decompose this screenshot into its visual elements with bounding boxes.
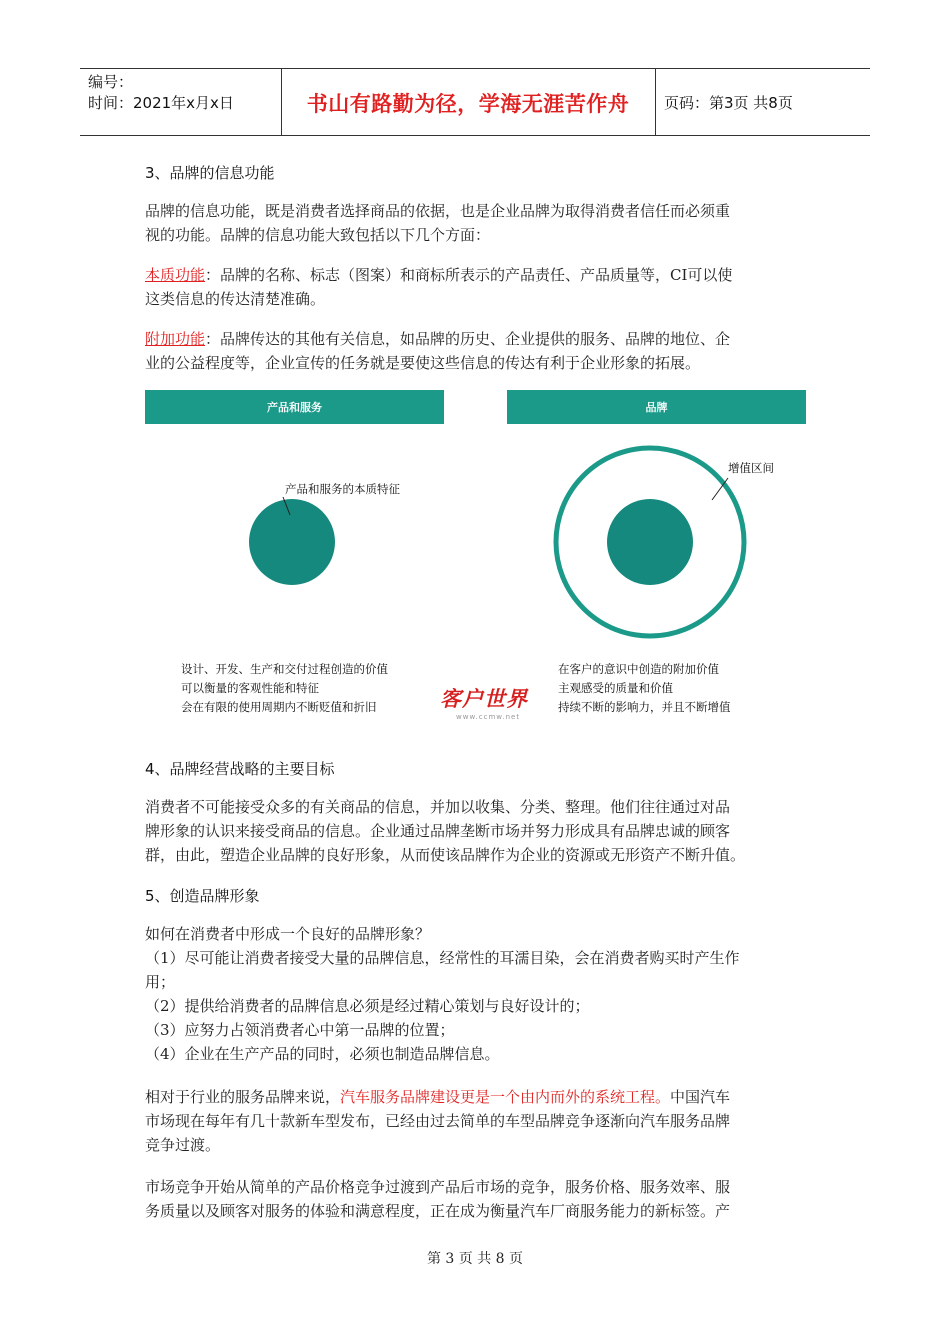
section-4-heading: 4、品牌经营战略的主要目标 [145,760,335,778]
intro-line-1: 品牌的信息功能，既是消费者选择商品的依据，也是企业品牌为取得消费者信任而必须重 [145,202,731,220]
brand-caption-line: 持续不断的影响力，并且不断增值 [558,700,731,714]
p1-highlight: 汽车服务品牌建设更是一个由内而外的系统工程。 [340,1088,671,1106]
product-service-bar: 产品和服务 [145,390,444,424]
brand-core-circle [607,499,693,585]
brand-caption-line: 在客户的意识中创造的附加价值 [558,662,719,676]
p2-line-2: 务质量以及顾客对服务的体验和满意程度，正在成为衡量汽车厂商服务能力的新标签。产 [145,1202,731,1220]
intro-line-2: 视的功能。品牌的信息功能大致包括以下几个方面： [145,226,491,244]
essential-function-text: ：品牌的名称、标志（图案）和商标所表示的产品责任、产品质量等，CI可以使 [205,266,733,284]
logo-text: 客户世界 [440,687,528,711]
serial-label: 编号： [88,73,134,91]
additional-function-text-2: 业的公益程度等，企业宣传的任务就是要使这些信息的传达有利于企业形象的拓展。 [145,354,701,372]
essential-function-term: 本质功能 [145,266,206,284]
section-4-paragraph [145,795,810,867]
section-5-list [145,922,810,1066]
auto-service-paragraph [145,1085,810,1157]
core-feature-label: 产品和服务的本质特征 [285,482,400,496]
s4-line-2: 牌形象的认识来接受商品的信息。企业通过品牌垄断市场并努力形成具有品牌忠诚的顾客 [145,822,731,840]
customer-world-logo [440,683,540,723]
value-range-label: 增值区间 [728,461,774,475]
s5-item-3: （3）应努力占领消费者心中第一品牌的位置； [145,1021,455,1039]
product-core-circle [249,499,335,585]
additional-function-text: ：品牌传达的其他有关信息，如品牌的历史、企业提供的服务、品牌的地位、企 [205,330,731,348]
p1-line-3: 竞争过渡。 [145,1136,221,1154]
p1-line-2: 市场现在每年有几十款新车型发布，已经由过去简单的车型品牌竞争逐渐向汽车服务品牌 [145,1112,731,1130]
product-caption-line: 可以衡量的客观性能和特征 [181,681,319,695]
product-caption [181,660,388,717]
additional-function-term: 附加功能 [145,330,206,348]
p2-line-1: 市场竞争开始从简单的产品价格竞争过渡到产品后市场的竞争，服务价格、服务效率、服 [145,1178,731,1196]
header-page-info: 页码：第3页 共8页 [664,94,793,112]
p1-pre: 相对于行业的服务品牌来说， [145,1088,341,1106]
market-competition-paragraph [145,1175,810,1223]
brand-caption-line: 主观感受的质量和价值 [558,681,673,695]
product-caption-line: 设计、开发、生产和交付过程创造的价值 [181,662,388,676]
s4-line-3: 群，由此，塑造企业品牌的良好形象，从而使该品牌作为企业的资源或无形资产不断升值。 [145,846,746,864]
essential-function-text-2: 这类信息的传达清楚准确。 [145,290,326,308]
brand-bar: 品牌 [507,390,806,424]
brand-caption [558,660,731,717]
section-3-heading: 3、品牌的信息功能 [145,164,275,182]
page-footer: 第 3 页 共 8 页 [426,1251,524,1267]
s5-item-1: （1）尽可能让消费者接受大量的品牌信息，经常性的耳濡目染，会在消费者购买时产生作 [145,949,740,967]
time-label: 时间：2021年x月x日 [88,94,234,112]
section-5-heading: 5、创造品牌形象 [145,887,260,905]
s5-item-2: （2）提供给消费者的品牌信息必须是经过精心策划与良好设计的； [145,997,590,1015]
header-motto: 书山有路勤为径，学海无涯苦作舟 [306,92,630,116]
s5-item-1-cont: 用； [145,973,176,991]
logo-url: www.ccmw.net [456,713,521,721]
s4-line-1: 消费者不可能接受众多的有关商品的信息，并加以收集、分类、整理。他们往往通过对品 [145,798,731,816]
p1-post: 中国汽车 [670,1088,731,1106]
s5-question: 如何在消费者中形成一个良好的品牌形象？ [145,925,431,943]
s5-item-4: （4）企业在生产产品的同时，必须也制造品牌信息。 [145,1045,500,1063]
product-caption-line: 会在有限的使用周期内不断贬值和折旧 [181,700,377,714]
